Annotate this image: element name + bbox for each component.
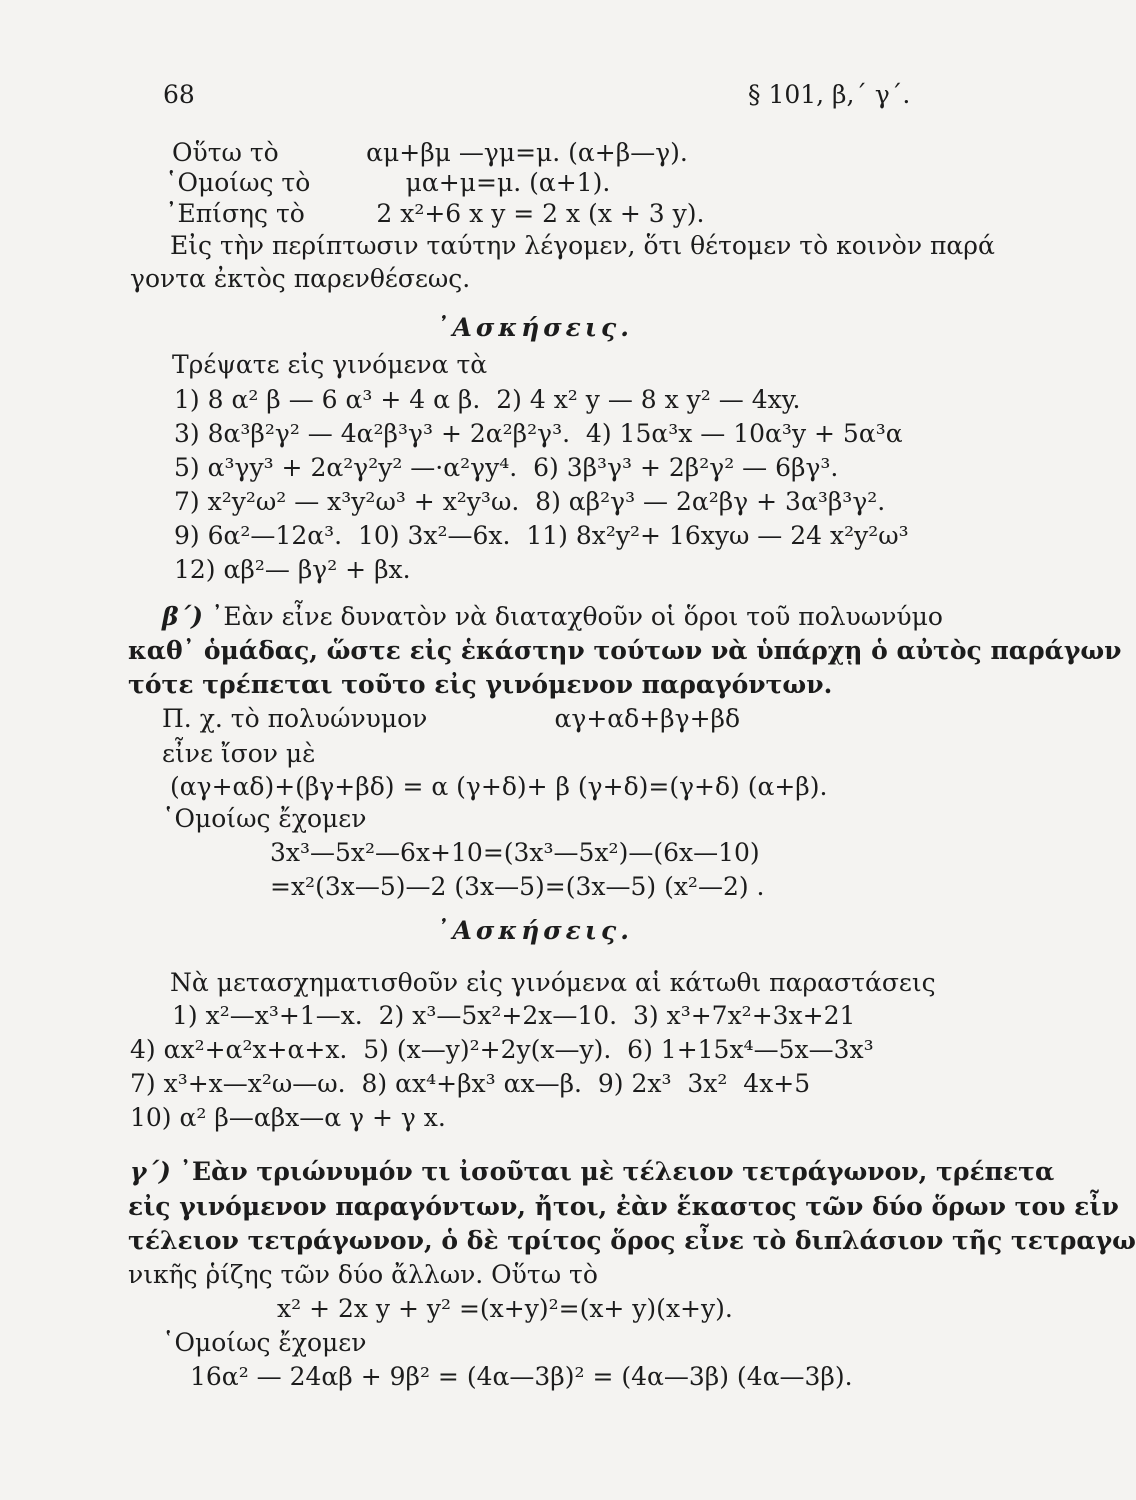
equation-line: x² + 2x y + y² =(x+y)²=(x+ y)(x+y).	[277, 1294, 733, 1323]
text-line: γοντα ἐκτὸς παρενθέσεως.	[130, 264, 471, 293]
text-line: Τρέψατε εἰς γινόμενα τὰ	[172, 350, 488, 379]
exercise-line: 3) 8α³β²γ² — 4α²β³γ³ + 2α²β²γ³. 4) 15α³x — 10α³y + 5α³α	[174, 419, 903, 448]
exercise-line: 5) α³γy³ + 2α²γ²y² —·α²γy⁴. 6) 3β³γ³ + 2β²γ² — 6βγ³.	[174, 453, 839, 482]
exercise-line: 7) x²y²ω² — x³y²ω³ + x²y³ω. 8) αβ²γ³ — 2α²βγ + 3α³β³γ².	[174, 487, 886, 516]
exercise-line: 10) α² β—αβx—α γ + γ x.	[130, 1103, 446, 1132]
exercise-line: 9) 6α²—12α³. 10) 3x²—6x. 11) 8x²y²+ 16xyω — 24 x²y²ω³	[174, 521, 909, 550]
case-gamma-line-3: τέλειον τετράγωνον, ὁ δὲ τρίτος ὅρος εἶνε τὸ διπλάσιον τῆς τετραγω	[128, 1226, 1136, 1255]
case-beta-label: β΄)	[162, 602, 203, 631]
case-gamma-text: ᾿Εὰν τριώνυμόν τι ἰσοῦται μὲ τέλειον τετράγωνον, τρέπετα	[170, 1157, 1055, 1186]
text-line: Εἰς τὴν περίπτωσιν ταύτην λέγομεν, ὅτι θέτομεν τὸ κοινὸν παρά	[170, 231, 995, 260]
exercise-line: 4) αx²+α²x+α+x. 5) (x—y)²+2y(x—y). 6) 1+15x⁴—5x—3x³	[130, 1035, 874, 1064]
exercises-heading: ᾿Ασκήσεις.	[436, 916, 633, 945]
case-gamma-label: γ΄)	[130, 1157, 171, 1186]
text-line: Νὰ μετασχηματισθοῦν εἰς γινόμενα αἱ κάτωθι παραστάσεις	[170, 968, 936, 997]
case-beta-text: ᾿Εὰν εἶνε δυνατὸν νὰ διαταχθοῦν οἱ ὅροι τοῦ πολυωνύμο	[202, 602, 943, 631]
example-line: ῾Ομοίως τὸ μα+μ=μ. (α+1).	[165, 168, 611, 197]
text-line: ῾Ομοίως ἔχομεν	[162, 804, 367, 833]
exercise-line: 1) 8 α² β — 6 α³ + 4 α β. 2) 4 x² y — 8 x y² — 4xy.	[174, 385, 801, 414]
equation-line: (αγ+αδ)+(βγ+βδ) = α (γ+δ)+ β (γ+δ)=(γ+δ) (α+β).	[170, 772, 828, 801]
text-line: νικῆς ῥίζης τῶν δύο ἄλλων. Οὕτω τὸ	[128, 1260, 598, 1289]
example-line: Π. χ. τὸ πολυώνυμον αγ+αδ+βγ+βδ	[162, 704, 741, 733]
equation-line: 3x³—5x²—6x+10=(3x³—5x²)—(6x—10)	[270, 838, 760, 867]
exercises-heading: ᾿Ασκήσεις.	[436, 313, 633, 342]
example-line: Οὕτω τὸ αμ+βμ —γμ=μ. (α+β—γ).	[172, 138, 688, 167]
equation-line: =x²(3x—5)—2 (3x—5)=(3x—5) (x²—2) .	[270, 872, 765, 901]
example-line: ᾿Επίσης τὸ 2 x²+6 x y = 2 x (x + 3 y).	[165, 199, 705, 228]
exercise-line: 7) x³+x—x²ω—ω. 8) αx⁴+βx³ αx—β. 9) 2x³ 3x² 4x+5	[130, 1069, 811, 1098]
exercise-line: 1) x²—x³+1—x. 2) x³—5x²+2x—10. 3) x³+7x²+3x+21	[172, 1001, 856, 1030]
case-beta-line-1	[162, 600, 943, 634]
exercise-line: 12) αβ²— βγ² + βx.	[174, 555, 411, 584]
case-beta-line-2: καθ᾿ ὁμάδας, ὥστε εἰς ἑκάστην τούτων νὰ ὑπάρχῃ ὁ αὐτὸς παράγων	[128, 636, 1122, 665]
case-beta-line-3: τότε τρέπεται τοῦτο εἰς γινόμενον παραγόντων.	[128, 670, 833, 699]
case-gamma-line-1	[130, 1155, 1054, 1189]
text-line: ῾Ομοίως ἔχομεν	[162, 1328, 367, 1357]
equation-line: 16α² — 24αβ + 9β² = (4α—3β)² = (4α—3β) (4α—3β).	[190, 1362, 853, 1391]
case-gamma-line-2: εἰς γινόμενον παραγόντων, ἤτοι, ἐὰν ἕκαστος τῶν δύο ὅρων του εἶν	[128, 1192, 1119, 1221]
section-reference: § 101, β,΄ γ΄.	[748, 80, 911, 109]
text-line: εἶνε ἴσον μὲ	[162, 739, 316, 768]
page-number: 68	[163, 80, 195, 109]
